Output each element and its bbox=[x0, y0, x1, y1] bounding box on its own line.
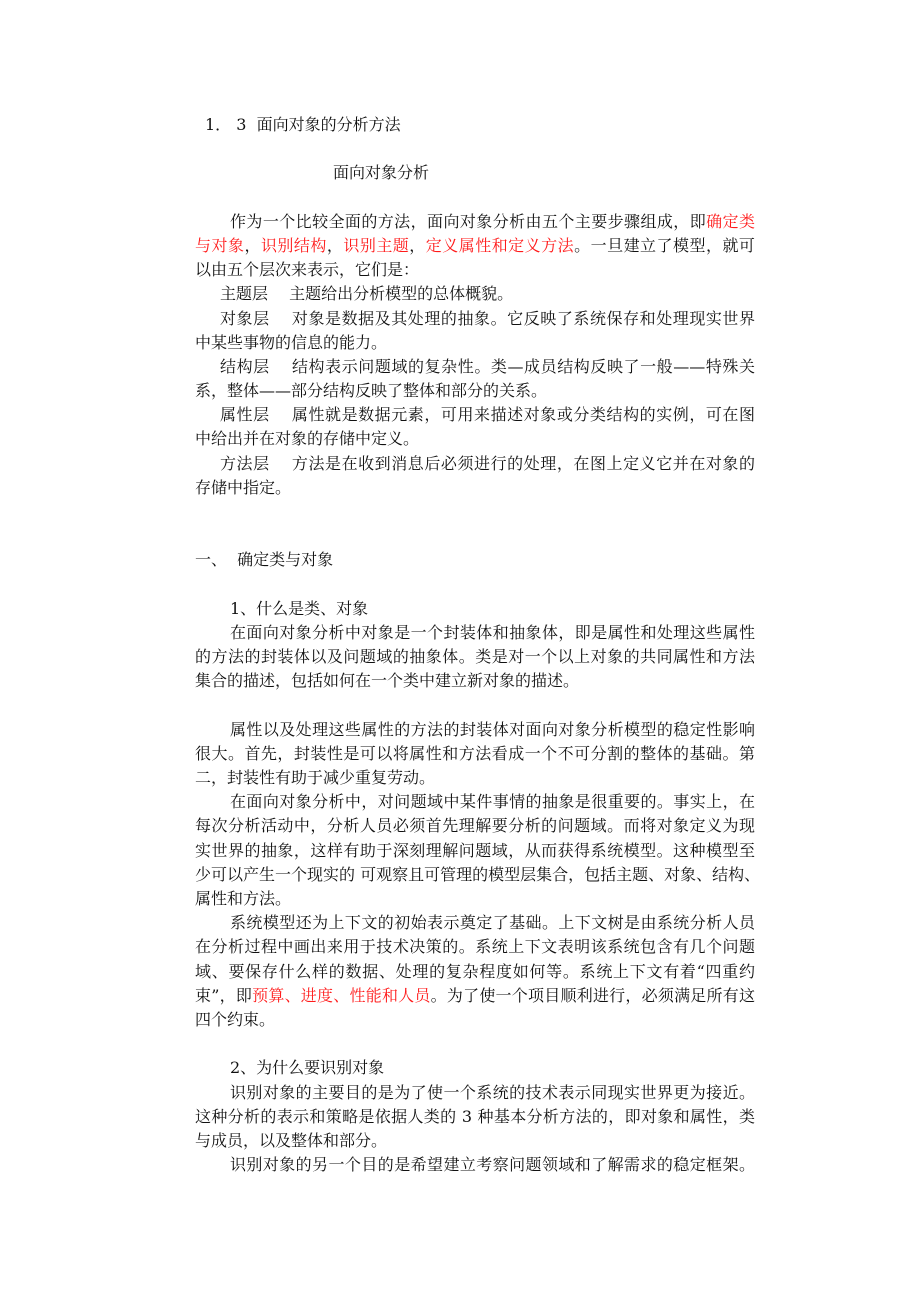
text-segment: 面向对象分析 bbox=[333, 163, 430, 183]
highlighted-text: 确定类 bbox=[706, 211, 755, 231]
text-line bbox=[195, 839, 755, 863]
text-segment: 方法层 方法是在收到消息后必须进行的处理，在图上定义它并在对象的 bbox=[220, 453, 755, 473]
text-line bbox=[195, 597, 755, 621]
document-page bbox=[195, 113, 761, 1177]
text-line bbox=[195, 863, 761, 887]
text-segment: 以由五个层次来表示，它们是： bbox=[195, 260, 420, 280]
text-segment: 在分析过程中画出来用于技术决策的。系统上下文表明该系统包含有几个问题 bbox=[195, 937, 755, 957]
text-line bbox=[195, 331, 755, 355]
text-line bbox=[195, 113, 755, 137]
text-line bbox=[195, 911, 755, 935]
text-line bbox=[195, 766, 755, 790]
text-line bbox=[195, 403, 755, 427]
blank-line bbox=[195, 694, 755, 718]
text-line bbox=[195, 742, 755, 766]
text-line bbox=[195, 379, 755, 403]
text-segment: 。为了使一个项目顺利进行，必须满足所有这 bbox=[430, 985, 755, 1005]
text-segment: 对象层 对象是数据及其处理的抽象。它反映了系统保存和处理现实世界 bbox=[220, 308, 755, 328]
text-line bbox=[195, 548, 755, 572]
text-segment: 与成员，以及整体和部分。 bbox=[195, 1130, 388, 1150]
text-line bbox=[195, 935, 755, 959]
text-segment: 结构层 结构表示问题域的复杂性。类—成员结构反映了一般——特殊关 bbox=[220, 356, 755, 376]
text-line bbox=[195, 1081, 755, 1105]
blank-line bbox=[195, 186, 755, 210]
text-segment: 在面向对象分析中对象是一个封装体和抽象体，即是属性和处理这些属性 bbox=[230, 622, 755, 642]
text-segment: 属性以及处理这些属性的方法的封装体对面向对象分析模型的稳定性影响 bbox=[230, 719, 755, 739]
text-line bbox=[195, 427, 755, 451]
text-line bbox=[195, 282, 755, 306]
highlighted-text: 识别主题 bbox=[343, 235, 410, 255]
text-line bbox=[195, 210, 755, 234]
text-line bbox=[195, 887, 755, 911]
text-line bbox=[195, 718, 755, 742]
blank-line bbox=[195, 573, 755, 597]
text-line bbox=[195, 234, 755, 258]
text-segment: ， bbox=[326, 235, 344, 255]
text-line bbox=[195, 1153, 755, 1177]
text-line bbox=[195, 621, 755, 645]
text-line bbox=[195, 1056, 755, 1080]
text-segment: 四个约束。 bbox=[195, 1009, 276, 1029]
text-line bbox=[195, 476, 755, 500]
text-segment: 识别对象的另一个目的是希望建立考察问题领域和了解需求的稳定框架。 bbox=[230, 1155, 755, 1175]
text-line bbox=[195, 452, 755, 476]
text-segment: 每次分析活动中，分析人员必须首先理解要分析的问题域。而将对象定义为现 bbox=[195, 816, 755, 836]
text-line bbox=[195, 960, 755, 984]
text-segment: 。一旦建立了模型，就可 bbox=[574, 235, 755, 255]
text-segment: ， bbox=[244, 235, 261, 255]
text-segment: 中某些事物的信息的能力。 bbox=[195, 332, 388, 352]
text-segment: 的方法的封装体以及问题域的抽象体。类是对一个以上对象的共同属性和方法 bbox=[195, 647, 755, 667]
text-segment: 属性和方法。 bbox=[195, 889, 292, 908]
text-line bbox=[195, 645, 755, 669]
text-line bbox=[195, 258, 755, 282]
text-segment: 域、要保存什么样的数据、处理的复杂程度如何等。系统上下文有着“四重约 bbox=[195, 961, 755, 981]
text-segment: 识别对象的主要目的是为了使一个系统的技术表示同现实世界更为接近。 bbox=[230, 1082, 755, 1102]
text-line bbox=[195, 1129, 755, 1153]
text-line bbox=[195, 814, 755, 838]
text-line bbox=[195, 1105, 755, 1129]
text-segment: 1． 3 面向对象的分析方法 bbox=[205, 115, 401, 134]
text-segment: 主题层 主题给出分析模型的总体概貌。 bbox=[220, 284, 514, 304]
text-line bbox=[195, 161, 755, 185]
text-line bbox=[195, 1008, 755, 1032]
text-segment: 中给出并在对象的存储中定义。 bbox=[195, 429, 420, 449]
text-segment: ， bbox=[409, 235, 426, 255]
text-segment: 实世界的抽象，这样有助于深刻理解问题域，从而获得系统模型。这种模型至 bbox=[195, 840, 755, 860]
text-segment: 少可以产生一个现实的 可观察且可管理的模型层集合，包括主题、对象、结构、 bbox=[195, 864, 761, 884]
text-line bbox=[195, 355, 755, 379]
text-segment: 作为一个比较全面的方法，面向对象分析由五个主要步骤组成，即 bbox=[230, 211, 707, 231]
text-line bbox=[195, 984, 755, 1008]
text-segment: 在面向对象分析中，对问题域中某件事情的抽象是很重要的。事实上，在 bbox=[230, 792, 755, 812]
text-segment: 这种分析的表示和策略是依据人类的 3 种基本分析方法的，即对象和属性，类 bbox=[195, 1106, 755, 1126]
text-line bbox=[195, 669, 755, 693]
text-segment: 2、为什么要识别对象 bbox=[230, 1058, 385, 1078]
text-segment: 存储中指定。 bbox=[195, 477, 292, 497]
text-line bbox=[195, 790, 755, 814]
highlighted-text: 与对象 bbox=[195, 235, 245, 255]
blank-line bbox=[195, 1032, 755, 1056]
text-segment: 二，封装性有助于减少重复劳动。 bbox=[195, 768, 436, 788]
text-line bbox=[195, 307, 755, 331]
text-segment: 集合的描述，包括如何在一个类中建立新对象的描述。 bbox=[195, 671, 580, 691]
text-segment: 很大。首先，封装性是可以将属性和方法看成一个不可分割的整体的基础。第 bbox=[195, 743, 755, 763]
highlighted-text: 预算、进度、性能和人员 bbox=[252, 985, 431, 1005]
blank-line bbox=[195, 500, 755, 524]
blank-line bbox=[195, 137, 755, 161]
highlighted-text: 定义属性和定义方法 bbox=[425, 235, 575, 255]
text-segment: 一、 确定类与对象 bbox=[195, 550, 334, 570]
text-segment: 系，整体——部分结构反映了整体和部分的关系。 bbox=[195, 381, 548, 401]
blank-line bbox=[195, 524, 755, 548]
text-segment: 系统模型还为上下文的初始表示奠定了基础。上下文树是由系统分析人员 bbox=[230, 913, 755, 933]
text-segment: 1、什么是类、对象 bbox=[230, 598, 369, 618]
text-segment: 属性层 属性就是数据元素，可用来描述对象或分类结构的实例，可在图 bbox=[220, 405, 755, 425]
text-segment: 束”，即 bbox=[195, 985, 253, 1005]
highlighted-text: 识别结构 bbox=[260, 235, 327, 255]
